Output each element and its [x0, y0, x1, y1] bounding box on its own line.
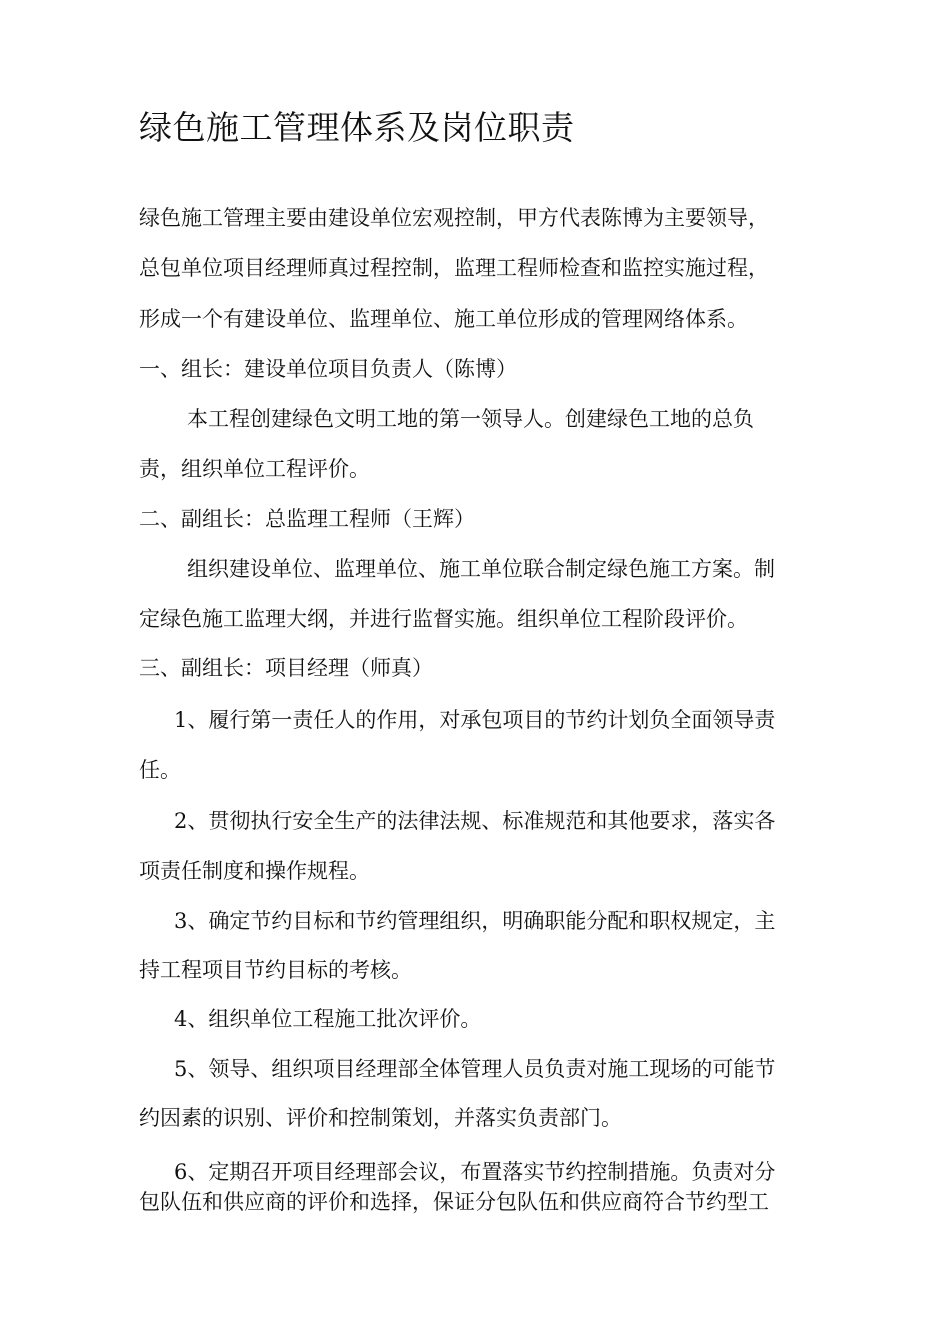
text-line: 组织建设单位、监理单位、施工单位联合制定绿色施工方案。制 [187, 557, 775, 581]
list-item [174, 1157, 815, 1187]
list-item-continued [139, 755, 815, 785]
text-line: 4、组织单位工程施工批次评价。 [174, 1007, 482, 1031]
text-line: 5、领导、组织项目经理部全体管理人员负责对施工现场的可能节 [174, 1057, 776, 1081]
section-body [139, 604, 815, 634]
text-line: 6、定期召开项目经理部会议，布置落实节约控制措施。负责对分 [174, 1160, 776, 1184]
text-line: 持工程项目节约目标的考核。 [139, 958, 412, 982]
intro-paragraph [139, 304, 815, 334]
section-body [187, 554, 815, 584]
section3-heading: 三、副组长：项目经理（师真） [139, 656, 433, 680]
section-heading [139, 653, 815, 683]
text-line: 约因素的识别、评价和控制策划，并落实负责部门。 [139, 1106, 622, 1130]
section-body [139, 454, 815, 484]
list-item [174, 1054, 815, 1084]
section-heading [139, 354, 815, 384]
list-item-continued [139, 1187, 815, 1217]
text-line: 绿色施工管理主要由建设单位宏观控制，甲方代表陈博为主要领导， [139, 206, 769, 230]
intro-paragraph [139, 203, 815, 233]
text-line: 包队伍和供应商的评价和选择，保证分包队伍和供应商符合节约型工 [139, 1190, 769, 1214]
section-heading [139, 504, 815, 534]
list-item-continued [139, 856, 815, 886]
document-title: 绿色施工管理体系及岗位职责 [139, 108, 575, 147]
text-line: 3、确定节约目标和节约管理组织，明确职能分配和职权规定，主 [174, 909, 776, 933]
section1-heading: 一、组长：建设单位项目负责人（陈博） [139, 357, 517, 381]
section2-heading: 二、副组长：总监理工程师（王辉） [139, 507, 475, 531]
text-line: 定绿色施工监理大纲，并进行监督实施。组织单位工程阶段评价。 [139, 607, 748, 631]
list-item [174, 806, 815, 836]
text-line: 1、履行第一责任人的作用，对承包项目的节约计划负全面领导责 [174, 708, 776, 732]
section-body [187, 404, 815, 434]
text-line: 总包单位项目经理师真过程控制，监理工程师检查和监控实施过程， [139, 256, 769, 280]
text-line: 项责任制度和操作规程。 [139, 859, 370, 883]
list-item [174, 1004, 815, 1034]
intro-paragraph [139, 253, 815, 283]
text-line: 本工程创建绿色文明工地的第一领导人。创建绿色工地的总负 [187, 407, 754, 431]
text-line: 2、贯彻执行安全生产的法律法规、标准规范和其他要求，落实各 [174, 809, 776, 833]
text-line: 责，组织单位工程评价。 [139, 457, 370, 481]
text-line: 形成一个有建设单位、监理单位、施工单位形成的管理网络体系。 [139, 307, 748, 331]
text-line: 任。 [139, 758, 181, 782]
list-item [174, 906, 815, 936]
list-item-continued [139, 1103, 815, 1133]
list-item-continued [139, 955, 815, 985]
list-item [174, 705, 815, 735]
